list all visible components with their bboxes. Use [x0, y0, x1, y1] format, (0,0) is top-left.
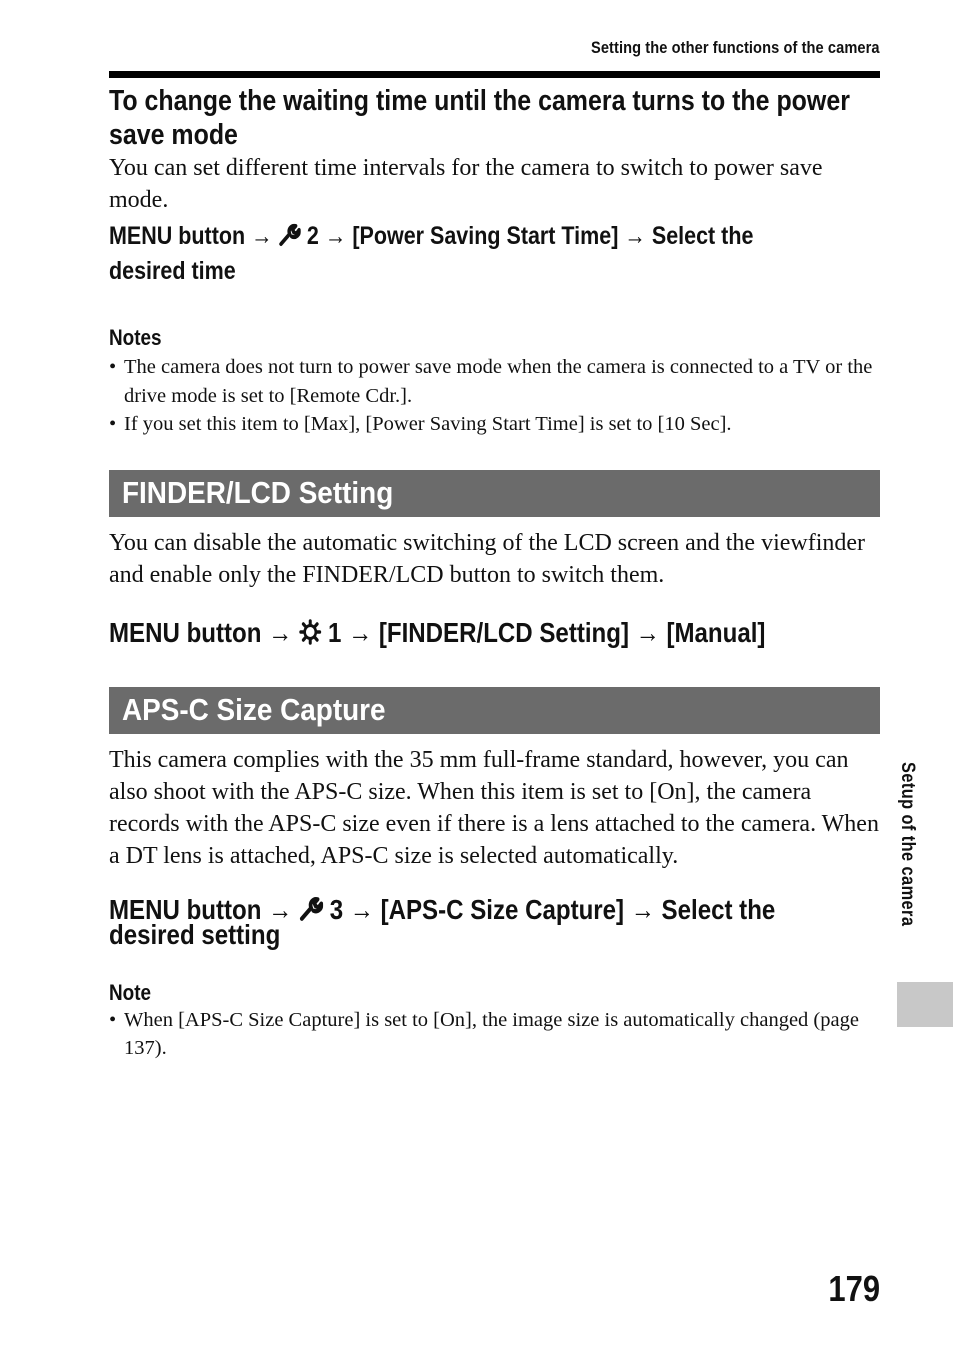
section-finder-lcd: [109, 470, 880, 647]
arrow: →: [268, 893, 293, 925]
menu-button-text: MENU button: [109, 616, 262, 648]
menu-item: [FINDER/LCD Setting]: [378, 616, 629, 648]
arrow: →: [624, 222, 646, 250]
notes-title: Note: [109, 979, 152, 1005]
note-item: • When [APS-C Size Capture] is set to [On], the image size is automatically changed (page 137).: [109, 1008, 859, 1059]
menu-end: [Manual]: [666, 616, 766, 648]
menu-end-line-1: Select the: [661, 893, 776, 925]
side-tab-marker: [897, 982, 953, 1027]
menu-button-text: MENU button: [109, 222, 246, 250]
menu-end-line-1: Select the: [651, 222, 754, 250]
heading-line-2: save mode: [109, 119, 238, 151]
wrench-icon: [279, 223, 301, 255]
section-heading: [109, 84, 883, 152]
menu-path: [109, 220, 883, 287]
section-body: You can disable the automatic switching of the LCD screen and the viewfinder and enable only the FINDER/LCD button to switch them.: [109, 529, 866, 588]
arrow: →: [251, 222, 273, 250]
notes-title: Notes: [109, 325, 162, 350]
section-power-save: [109, 84, 880, 439]
menu-page-number: 3: [329, 893, 344, 925]
arrow: →: [630, 893, 655, 925]
notes-list: [109, 1006, 880, 1063]
menu-page-number: 2: [306, 222, 319, 250]
section-title: APS-C Size Capture: [122, 691, 386, 727]
section-body: You can set different time intervals for the camera to switch to power save mode.: [109, 155, 823, 213]
menu-end-line-2: desired time: [109, 257, 236, 285]
section-title-bar: [109, 470, 880, 517]
wrench-icon: [299, 896, 323, 924]
heading-line-1: To change the waiting time until the camera turns to the power: [109, 85, 850, 117]
running-head: Setting the other functions of the camera: [591, 38, 880, 57]
menu-end-line-2: desired setting: [109, 918, 281, 950]
section-aps-c: [109, 687, 880, 1063]
arrow: →: [635, 616, 660, 648]
note-item: • If you set this item to [Max], [Power Saving Start Time] is set to [10 Sec].: [109, 413, 732, 435]
menu-item: [Power Saving Start Time]: [352, 222, 619, 250]
page-number: 179: [828, 1268, 880, 1309]
menu-page-number: 1: [327, 616, 342, 648]
arrow: →: [268, 616, 293, 648]
notes-list: [109, 353, 880, 439]
note-item: • The camera does not turn to power save mode when the camera is connected to a TV or the drive mode is set to [Remote Cdr.].: [109, 356, 873, 407]
top-rule: [109, 71, 880, 78]
arrow: →: [324, 222, 347, 250]
side-tab-label: Setup of the camera: [897, 762, 918, 927]
menu-path: [109, 893, 883, 950]
page-content: [109, 82, 880, 1063]
section-title-bar: [109, 687, 880, 734]
menu-path: [109, 616, 883, 648]
section-body: This camera complies with the 35 mm full-frame standard, however, you can also shoot with the APS-C size. When this item is set to [On], the camera records with the APS-C size even if there is a lens attached to the camera. When a DT lens is attached, APS-C size is selected automatically.: [109, 746, 879, 869]
section-title: FINDER/LCD Setting: [122, 474, 394, 510]
menu-item: [APS-C Size Capture]: [380, 893, 625, 925]
menu-button-text: MENU button: [109, 893, 262, 925]
gear-icon: [299, 619, 321, 647]
arrow: →: [349, 893, 374, 925]
arrow: →: [348, 616, 373, 648]
